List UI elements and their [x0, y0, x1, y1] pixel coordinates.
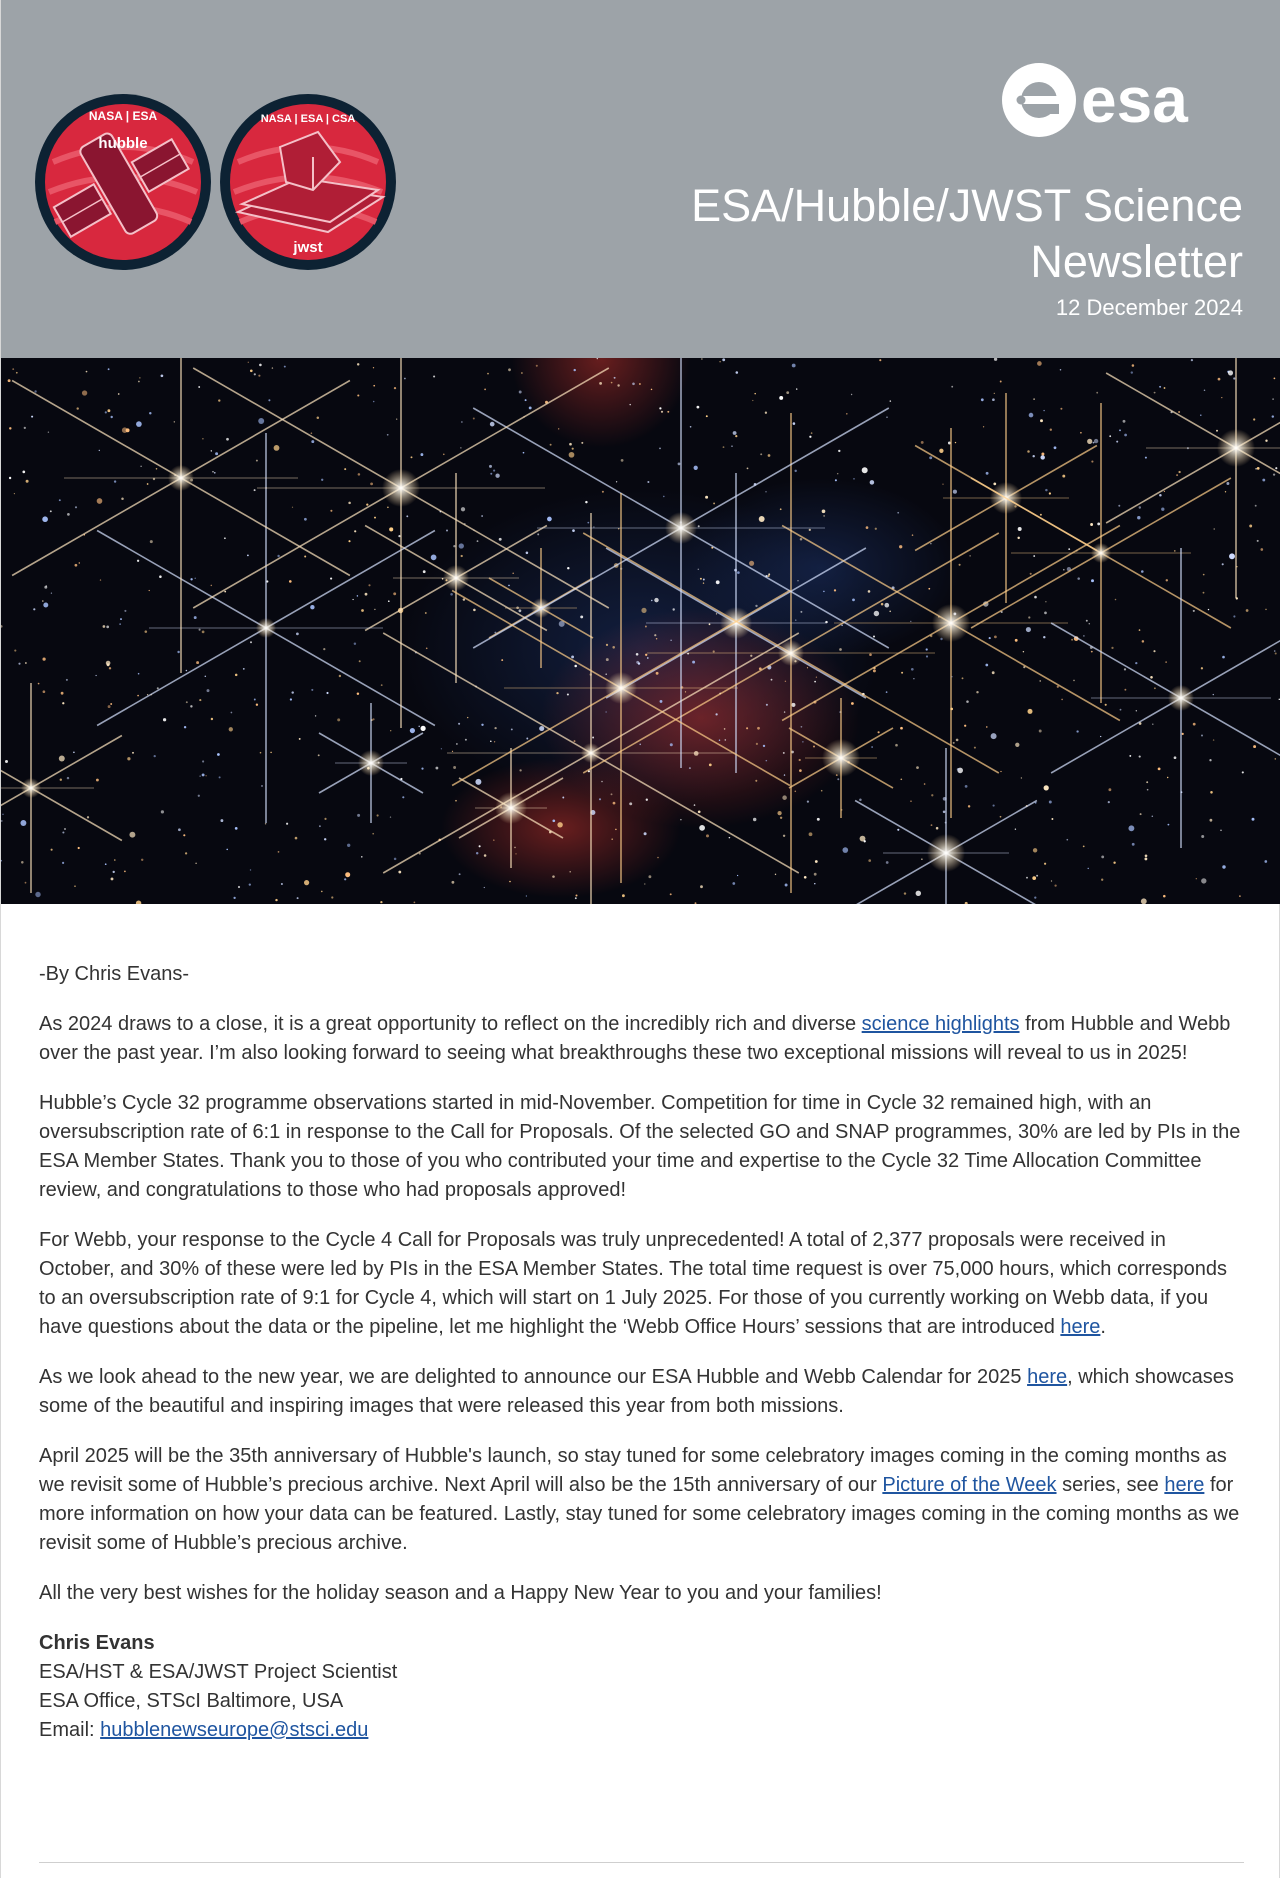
footer-divider [39, 1862, 1244, 1863]
signature-block [39, 1629, 1244, 1745]
hero-star-cluster-image [1, 358, 1280, 904]
paragraph-webb-cycle-4 [39, 1226, 1244, 1342]
paragraph-calendar [39, 1363, 1244, 1421]
jwst-badge-label: jwst [293, 239, 323, 256]
signature-office: ESA Office, STScI Baltimore, USA [39, 1690, 344, 1712]
signature-email-line [39, 1716, 1244, 1745]
paragraph-holiday-wishes: All the very best wishes for the holiday season and a Happy New Year to you and your families! [39, 1582, 882, 1604]
paragraph-text: , which showcases some of the beautiful and inspiring images that were released this year from both missions. [39, 1366, 1234, 1417]
paragraph-text: As 2024 draws to a close, it is a great opportunity to reflect on the incredibly rich and diverse [39, 1013, 862, 1035]
paragraph-text: from Hubble and Webb over the past year. I’m also looking forward to seeing what breakthroughs these two exceptional missions will reveal to us in 2025! [39, 1013, 1231, 1064]
picture-of-the-week-link[interactable]: Picture of the Week [882, 1474, 1057, 1496]
webb-office-hours-link[interactable]: here [1060, 1316, 1101, 1338]
paragraph-text: For Webb, your response to the Cycle 4 Call for Proposals was truly unprecedented! A total of 2,377 proposals were received in October, and 30% of these were led by PIs in the ESA Member States. The total time request is over 75,000 hours, which corresponds to an oversubscription rate of 9:1 for Cycle 4, which will start on 1 July 2025. For those of you currently working on Webb data, if you have questions about the data or the pipeline, let me highlight the ‘Webb Office Hours’ sessions that are introduced [39, 1229, 1228, 1338]
paragraph-anniversary [39, 1442, 1244, 1558]
newsletter-date: 12 December 2024 [1055, 295, 1243, 320]
signature-email-label: Email: [39, 1719, 101, 1741]
paragraph-text: series, see [1056, 1474, 1165, 1496]
picture-of-the-week-info-link[interactable]: here [1164, 1474, 1205, 1496]
hubble-badge-label: hubble [98, 135, 148, 152]
jwst-mission-badge [218, 92, 398, 272]
paragraph-intro [39, 1010, 1244, 1068]
newsletter-body [39, 960, 1244, 1745]
esa-logo [1001, 60, 1221, 140]
newsletter-header [1, 0, 1280, 358]
science-highlights-link[interactable]: science highlights [861, 1013, 1020, 1035]
byline: -By Chris Evans- [39, 963, 190, 985]
paragraph-text: for more information on how your data can be featured. Lastly, stay tuned for some celebratory images coming in the coming months as we revisit some of Hubble’s precious archive. [39, 1474, 1240, 1554]
paragraph-text: April 2025 will be the 35th anniversary of Hubble's launch, so stay tuned for some celebratory images coming in the coming months as we revisit some of Hubble’s precious archive. Next April will also be the 15th anniversary of our [39, 1445, 1227, 1496]
paragraph-hubble-cycle-32: Hubble’s Cycle 32 programme observations started in mid-November. Competition for time in Cycle 32 remained high, with an oversubscription rate of 6:1 in response to the Call for Proposals. Of the selected GO and SNAP programmes, 30% are led by PIs in the ESA Member States. Thank you to those of you who contributed your time and expertise to the Cycle 32 Time Allocation Committee review, and congratulations to those who had proposals approved! [39, 1092, 1241, 1201]
esa-logo-text: esa [1081, 64, 1188, 136]
paragraph-text: . [1100, 1316, 1106, 1338]
paragraph-text: As we look ahead to the new year, we are delighted to announce our ESA Hubble and Webb Calendar for 2025 [39, 1366, 1028, 1388]
jwst-badge-top-text: NASA | ESA | CSA [260, 113, 356, 125]
newsletter-title-line1: ESA/Hubble/JWST Science [691, 180, 1243, 231]
signature-role: ESA/HST & ESA/JWST Project Scientist [39, 1661, 398, 1683]
hubble-mission-badge [33, 92, 213, 272]
newsletter-title-line2: Newsletter [1030, 236, 1243, 287]
hubble-badge-top-text: NASA | ESA [88, 109, 158, 123]
signature-name: Chris Evans [39, 1632, 155, 1654]
signature-email-link[interactable]: hubblenewseurope@stsci.edu [100, 1719, 369, 1741]
calendar-link[interactable]: here [1027, 1366, 1068, 1388]
newsletter-title-block [543, 178, 1243, 322]
